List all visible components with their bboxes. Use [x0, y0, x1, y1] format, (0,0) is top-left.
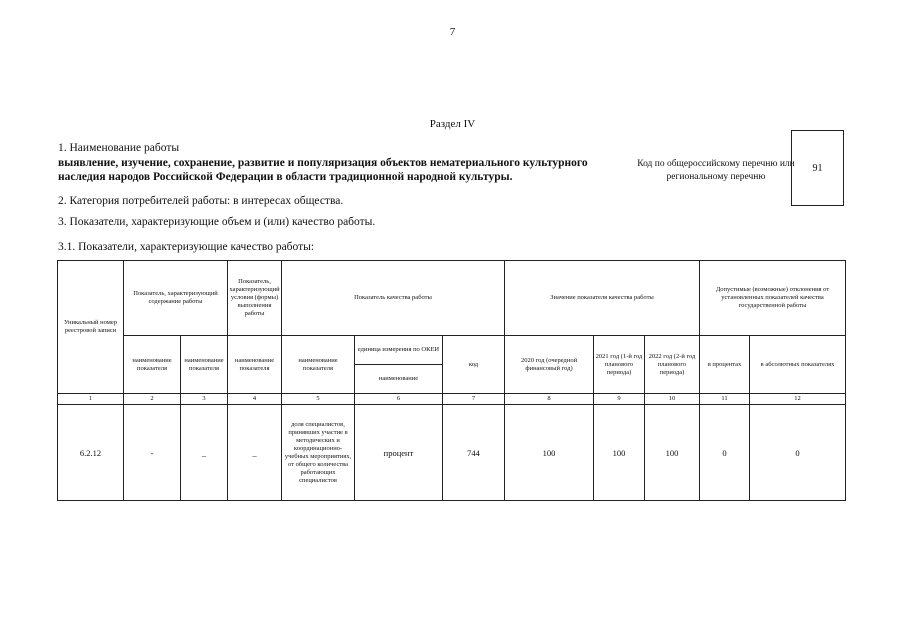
col-num: 1 [58, 394, 124, 405]
subheader-name1: наименование показателя [124, 336, 181, 394]
cell-content-1: - [124, 405, 181, 501]
subheader-code: код [443, 336, 505, 394]
col-num: 3 [181, 394, 228, 405]
code-value: 91 [812, 162, 823, 174]
cell-unit: процент [355, 405, 443, 501]
cell-content-2: _ [181, 405, 228, 501]
col-num: 6 [355, 394, 443, 405]
cell-2020: 100 [505, 405, 594, 501]
code-label: Код по общероссийскому перечню или региональному перечню [637, 159, 795, 182]
cell-condition: _ [228, 405, 282, 501]
subheader-okei [355, 336, 443, 394]
subheader-2022: 2022 год (2-й год планового периода) [645, 336, 700, 394]
col-num: 12 [750, 394, 846, 405]
table-row [58, 405, 846, 501]
subheader-name3: наименование показателя [228, 336, 282, 394]
col-num: 5 [282, 394, 355, 405]
cell-deviation-absolute: 0 [750, 405, 846, 501]
cell-registry: 6.2.12 [58, 405, 124, 501]
subheader-absolute: в абсолютных показателях [750, 336, 846, 394]
header-quality: Показатель качества работы [282, 261, 505, 336]
col-num: 8 [505, 394, 594, 405]
quality-table [57, 260, 846, 501]
indicators-heading: 3. Показатели, характеризующие объем и (или) качество работы. [58, 216, 376, 228]
page-number: 7 [449, 26, 456, 38]
cell-2022: 100 [645, 405, 700, 501]
cell-deviation-percent: 0 [700, 405, 750, 501]
okei-label: единица измерения по ОКЕИ [355, 336, 442, 365]
header-conditions: Показатель, характеризующий условия (формы) выполнения работы [228, 261, 282, 336]
col-num: 2 [124, 394, 181, 405]
cell-2021: 100 [594, 405, 645, 501]
subheader-2020: 2020 год (очередной финансовый год) [505, 336, 594, 394]
okei-name-label: наименование [378, 375, 419, 382]
col-num: 10 [645, 394, 700, 405]
quality-indicators-heading: 3.1. Показатели, характеризующие качество работы: [58, 241, 315, 253]
subheader-name4: наименование показателя [282, 336, 355, 394]
cell-indicator: доля специалистов, принявших участие в методических и координационно-учебных мероприятиях, от общего количества работающих специалистов [282, 405, 355, 501]
header-content: Показатель, характеризующий содержание работы [124, 261, 228, 336]
work-name-label: 1. Наименование работы [58, 142, 180, 154]
section-title: Раздел IV [429, 118, 476, 130]
header-value: Значение показателя качества работы [505, 261, 700, 336]
col-num: 4 [228, 394, 282, 405]
consumer-category: 2. Категория потребителей работы: в интересах общества. [58, 195, 344, 207]
cell-code: 744 [443, 405, 505, 501]
header-registry: Уникальный номер реестровой записи [58, 261, 124, 394]
subheader-2021: 2021 год (1-й год планового периода) [594, 336, 645, 394]
col-num: 7 [443, 394, 505, 405]
col-num: 9 [594, 394, 645, 405]
subheader-name2: наименование показателя [181, 336, 228, 394]
col-num: 11 [700, 394, 750, 405]
header-deviation: Допустимые (возможные) отклонения от установленных показателей качества государственной работы [700, 261, 846, 336]
subheader-percent: в процентах [700, 336, 750, 394]
code-box [791, 130, 844, 206]
work-name-value: выявление, изучение, сохранение, развитие и популяризация объектов нематериального культурного наследия народов Российской Федерации в области традиционной народной культуры. [58, 157, 588, 183]
